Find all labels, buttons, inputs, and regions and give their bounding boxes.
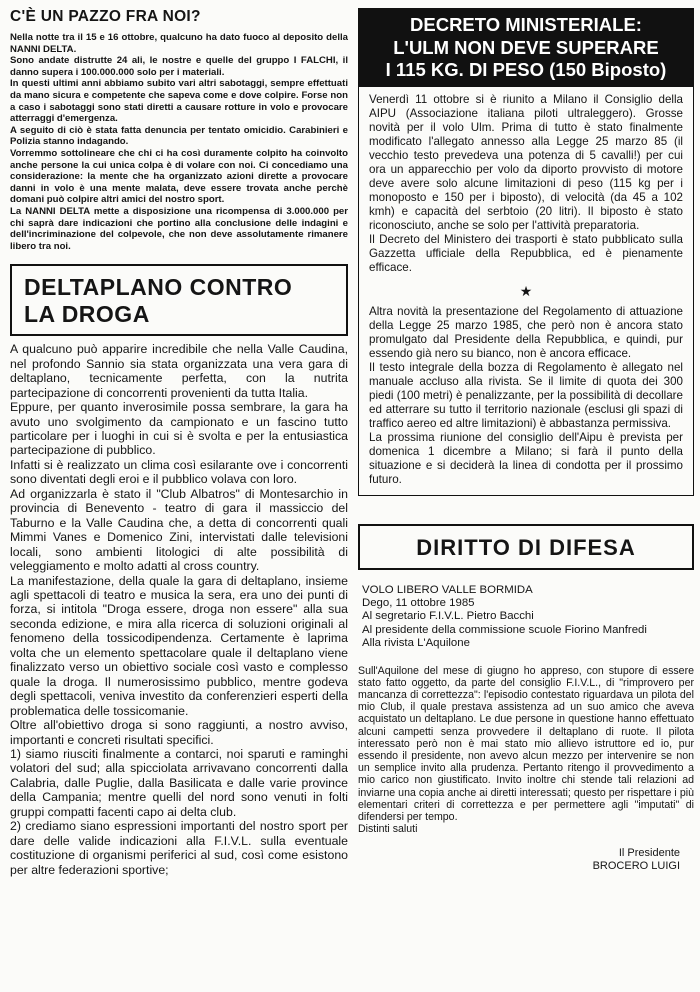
letter-paragraph: Distinti saluti [358, 823, 418, 836]
deltaplano-paragraph: 2) crediamo siano espressioni importanti del nostro sport per dare delle valide indicazioni alla F.I.V.L. sulla eventuale costituzione di organismi periferici al sud, così come esistono per altre federazioni sportive; [10, 819, 348, 877]
pazzo-paragraph: La NANNI DELTA mette a disposizione una ricompensa di 3.000.000 per chi saprà dare indicazioni che portino alla conclusione delle indagini e dell'incriminazione del colpevole, che non deve assolutamente rimanere libero tra noi. [10, 205, 348, 252]
address-line: VOLO LIBERO VALLE BORMIDA [362, 583, 533, 596]
deltaplano-paragraph: Eppure, per quanto inverosimile possa sembrare, la gara ha avuto uno svolgimento da campionato e un fascino tutto particolare per i luoghi in cui si è svolta e per la entusiastica partecipazione di pubblico. [10, 400, 348, 458]
decreto-title-line: L'ULM NON DEVE SUPERARE [393, 36, 659, 58]
pazzo-body [10, 32, 348, 252]
deltaplano-paragraph: Infatti si è realizzato un clima così esilarante ove i concorrenti sono diventati degli eroi e il pubblico volava con loro. [10, 457, 348, 487]
pazzo-title: C'È UN PAZZO FRA NOI? [10, 8, 201, 25]
decreto-title [358, 8, 694, 87]
deltaplano-paragraph: A qualcuno può apparire incredibile che nella Valle Caudina, nel profondo Sannio sia stata organizzata una vera gara di deltaplano, tecnicamente perfetta, con la nutrita partecipazione di concorrenti provenienti da tutta Italia. [10, 342, 348, 400]
deltaplano-paragraph: La manifestazione, della quale la gara di deltaplano, insieme agli spettacoli di teatro e musica la sera, era uno dei punti di forza, si intitola "Droga essere, droga non essere" alla sua seconda edizione, e mira alla ricerca di soluzioni originali al fenomeno della tossicodipendenza. Certamente è laprima volta che un elemento spettacolare quale il deltaplano viene finalizzato verso un obiettivo sociale così vasto e complesso quale la droga. Il numerosissimo pubblico, mentre godeva degli spettacoli, veniva investito da conferenzieri esperti della problematica delle tossicomanie. [10, 573, 348, 718]
pazzo-paragraph: A seguito di ciò è stata fatta denuncia per tentato omicidio. Carabinieri e Polizia stanno indagando. [10, 124, 348, 148]
address-line: Al segretario F.I.V.L. Pietro Bacchi [362, 610, 534, 623]
pazzo-paragraph: Sono andate distrutte 24 ali, le nostre e quelle del gruppo I FALCHI, il danno supera i 100.000.000 solo per i materiali. [10, 55, 348, 78]
deltaplano-paragraph: Ad organizzarla è stato il "Club Albatros" di Montesarchio in provincia di Benevento - teatro di gara il massiccio del Taburno e la Valle Caudina che, a detta di concorrenti quali Mimmi Vanes e Domenico Zini, intervistati dalle televisioni locali, sono ambienti litologici di alte possibilità di veleggiamento e molto adatti al cross country. [10, 486, 348, 574]
decreto-title-line: I 115 KG. DI PESO (150 Biposto) [385, 59, 667, 80]
left-column [10, 6, 348, 877]
deltaplano-title [10, 264, 348, 336]
decreto-paragraph: Venerdì 11 ottobre si è riunito a Milano il Consiglio della AIPU (Associazione italiana piloti ultraleggero). Grosse novità per il volo Ulm. Prima di tutto è stato finalmente modificato l'allegato annesso alla Legge 25 marzo 85 (il vecchio testo prevedeva una potenza di 5 cavalli!) per cui ora un apparecchio per volo da diporto provvisto di motore deve avere solo alcune limitazioni di peso (115 kg per i monoposto e 150 per i biposto), di velocità (da 45 a 102 kmh) e capacità del serbtoio (20 litri). Il biposto è stato riconosciuto, anche se solo per l'attività preparatoria. [369, 92, 683, 232]
address-line: Dego, 11 ottobre 1985 [362, 596, 475, 609]
decreto-paragraph: Altra novità la presentazione del Regolamento di attuazione della Legge 25 marzo 1985, che però non è ancora stato promulgato dal Presidente della Repubblica, e quindi, pur essendo già nero su bianco, non è ancora efficace. [369, 304, 683, 360]
deltaplano-paragraph: 1) siamo riusciti finalmente a contarci, noi sparuti e raminghi volatori del sud; alla spicciolata arrivavano concorrenti dalla Calabria, dalle Puglie, dalla Basilicata e dalle varie province della Campania; mentre quelli del nord sono venuti in folti gruppi compatti facenti capo ai delta club. [10, 746, 348, 819]
pazzo-paragraph: In questi ultimi anni abbiamo subito vari altri sabotaggi, sempre effettuati da mano sicura e competente che sapeva come e dove colpire. Forse non a caso i sabotaggi sono stati diretti a causare rotture in volo e provocare atterraggi d'emergenza. [10, 78, 348, 125]
signature-name: BROCERO LUIGI [592, 860, 680, 873]
pazzo-paragraph: Vorremmo sottolineare che chi ci ha così duramente colpito ha coinvolto anche persone la cui unica colpa è di volare con noi. Ci concediamo una considerazione: la mente che ha organizzato azioni dirette a provocare danni in volo è una mente malata, deve essere trovata anche perchè domani può colpire altri amici del nostro sport. [10, 147, 348, 206]
address-line: Alla rivista L'Aquilone [362, 637, 470, 650]
diritto-title: DIRITTO DI DIFESA [358, 524, 694, 570]
deltaplano-title-line: DELTAPLANO CONTRO [24, 274, 293, 301]
letter-paragraph: Sull'Aquilone del mese di giugno ho appreso, con stupore di essere stato fatto oggetto, da parte del consiglio F.I.V.L., di "rimprovero per mancanza di correttezza": l'episodio contestato riguardava un pilota del mio Club, il quale prestava assistenza ad un suo amico che aveva acquistato un deltaplano. Le due persone in questione hanno effettuato alcuni campetti senza provvedere il deltaplano di ruote. Il pilota interessato però non è mai stato mio allievo istruttore ed io, pur essendo il presidente, non avevo alcun mezzo per intervenire se non un semplice invito alla prudenza. Pertanto ritengo il provvedimento a mio carico non giustificato. Invito inoltre chi stende tali relazioni ad inviarne una copia anche ai diretti interessati; questo per rispettare i più elementari criteri di correttezza e per permettere agli "imputati" di difendersi per tempo. [358, 664, 694, 823]
signature-block [358, 847, 694, 873]
decreto-body [358, 87, 694, 496]
right-column [358, 8, 694, 873]
pazzo-paragraph: Nella notte tra il 15 e 16 ottobre, qualcuno ha dato fuoco al deposito della NANNI DELTA. [10, 32, 348, 55]
signature-role: Il Presidente [618, 847, 680, 860]
address-line: Al presidente della commissione scuole Fiorino Manfredi [362, 623, 647, 636]
decreto-paragraph: La prossima riunione del consiglio dell'Aipu è prevista per domenica 1 dicembre a Milano; si farà il punto della situazione e si deciderà la linea di condotta per il prossimo futuro. [369, 430, 683, 486]
decreto-paragraph: Il testo integrale della bozza di Regolamento è allegato nel manuale accluso alla rivista. Se il limite di quota dei 300 piedi (100 metri) è penalizzante, per la possibilità di decollare ed atterrare su tutto il territorio nazionale (esclusi gli spazi di traffico aereo ed altre limitazioni) è abbastanza permissiva. [369, 360, 683, 430]
diritto-address-block [362, 584, 694, 651]
deltaplano-body [10, 342, 348, 877]
decreto-paragraph: Il Decreto del Ministero dei trasporti è stato pubblicato sulla Gazzetta ufficiale della Repubblica, ed è pienamente efficace. [369, 232, 683, 274]
deltaplano-title-line: LA DROGA [24, 301, 150, 328]
star-icon: ★ [519, 282, 533, 299]
diritto-letter [358, 665, 694, 836]
deltaplano-paragraph: Oltre all'obiettivo droga si sono raggiunti, a nostro avviso, importanti e concreti risultati specifici. [10, 718, 348, 747]
decreto-title-line: DECRETO MINISTERIALE: [410, 14, 642, 35]
